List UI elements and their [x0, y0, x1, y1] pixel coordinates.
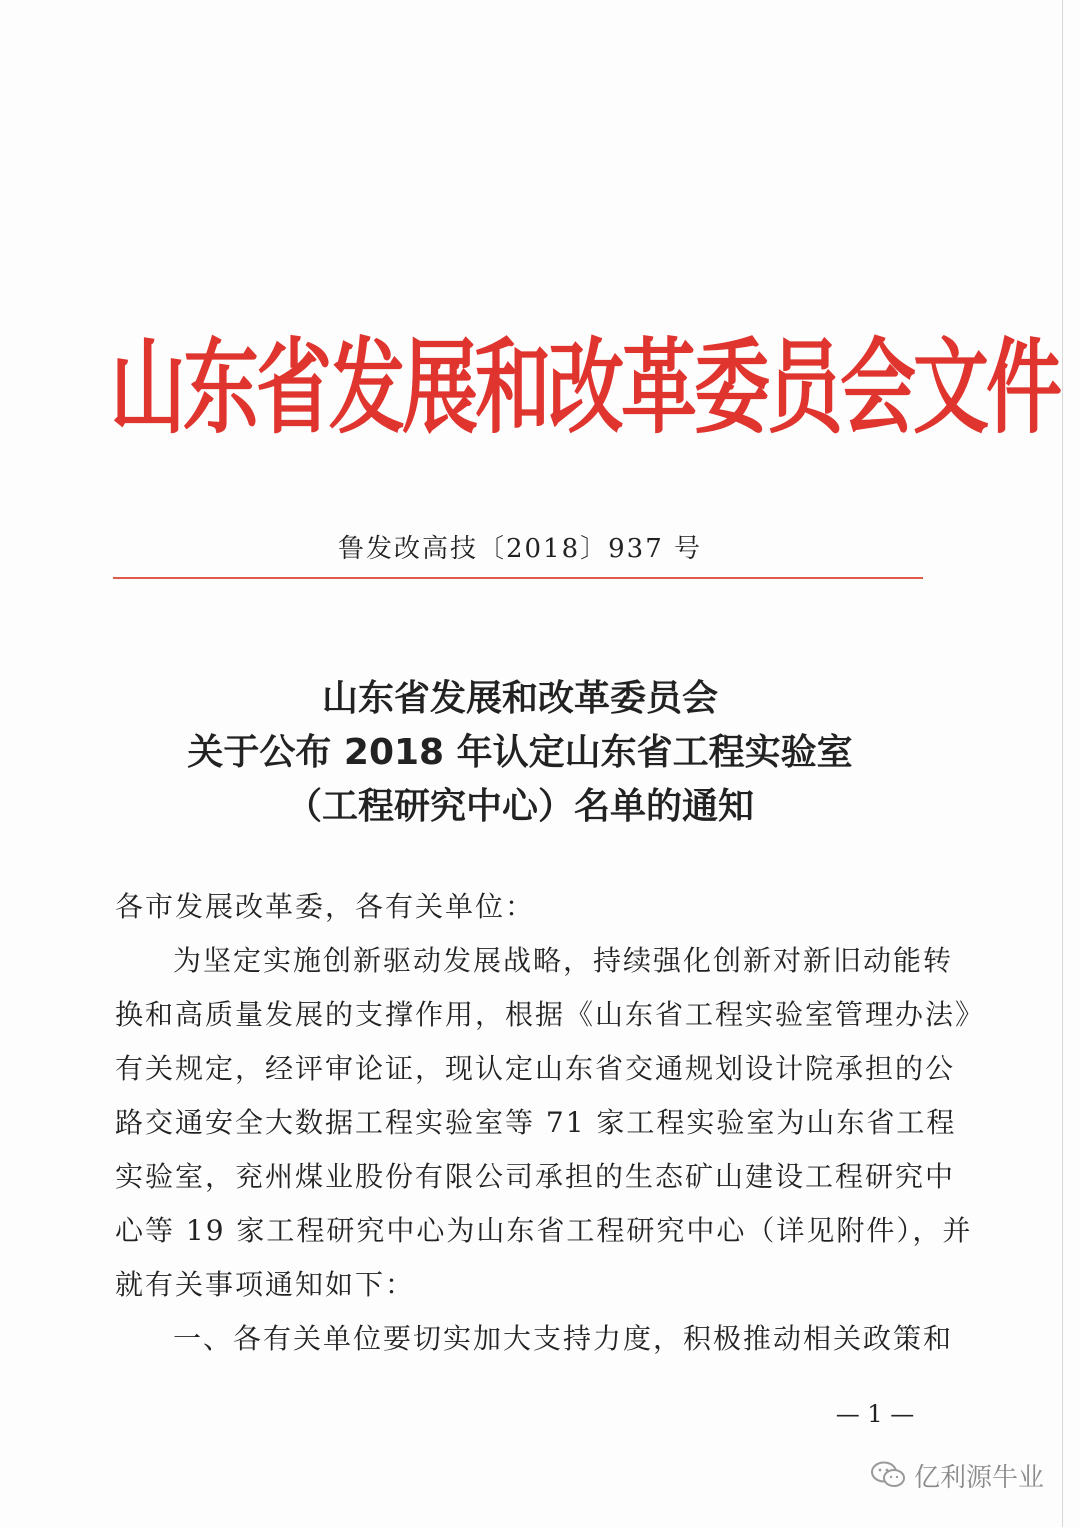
notice-title-line-1: 山东省发展和改革委员会 — [321, 678, 718, 719]
body-line-5: 实验室，兖州煤业股份有限公司承担的生态矿山建设工程研究中 — [115, 1160, 956, 1193]
notice-title — [110, 672, 930, 834]
body-line-7: 就有关事项通知如下： — [115, 1268, 416, 1301]
document-header-title: 山东省发展和改革委员会文件 — [110, 327, 1059, 448]
red-divider-rule — [113, 577, 923, 579]
body-line-2: 换和高质量发展的支撑作用，根据《山东省工程实验室管理办法》 — [115, 998, 986, 1031]
body-line-4: 路交通安全大数据工程实验室等 71 家工程实验室为山东省工程 — [115, 1106, 957, 1139]
body-line-6: 心等 19 家工程研究中心为山东省工程研究中心（详见附件），并 — [115, 1214, 973, 1247]
wechat-icon — [870, 1460, 906, 1490]
body-line-3: 有关规定，经评审论证，现认定山东省交通规划设计院承担的公 — [115, 1052, 956, 1085]
notice-body — [115, 880, 986, 1366]
body-line-1: 为坚定实施创新驱动发展战略，持续强化创新对新旧动能转 — [173, 944, 954, 977]
document-number: 鲁发改高技〔2018〕937 号 — [337, 534, 703, 564]
body-line-8: 一、各有关单位要切实加大支持力度，积极推动相关政策和 — [173, 1322, 954, 1355]
watermark-text: 亿利源牛业 — [914, 1462, 1045, 1493]
notice-title-line-2: 关于公布 2018 年认定山东省工程实验室 — [187, 732, 853, 773]
page-number: — 1 — — [835, 1400, 915, 1428]
scan-edge-line — [1062, 0, 1063, 1527]
salutation: 各市发展改革委，各有关单位： — [115, 890, 536, 923]
notice-title-line-3: （工程研究中心）名单的通知 — [285, 786, 754, 827]
watermark — [870, 1455, 1060, 1495]
